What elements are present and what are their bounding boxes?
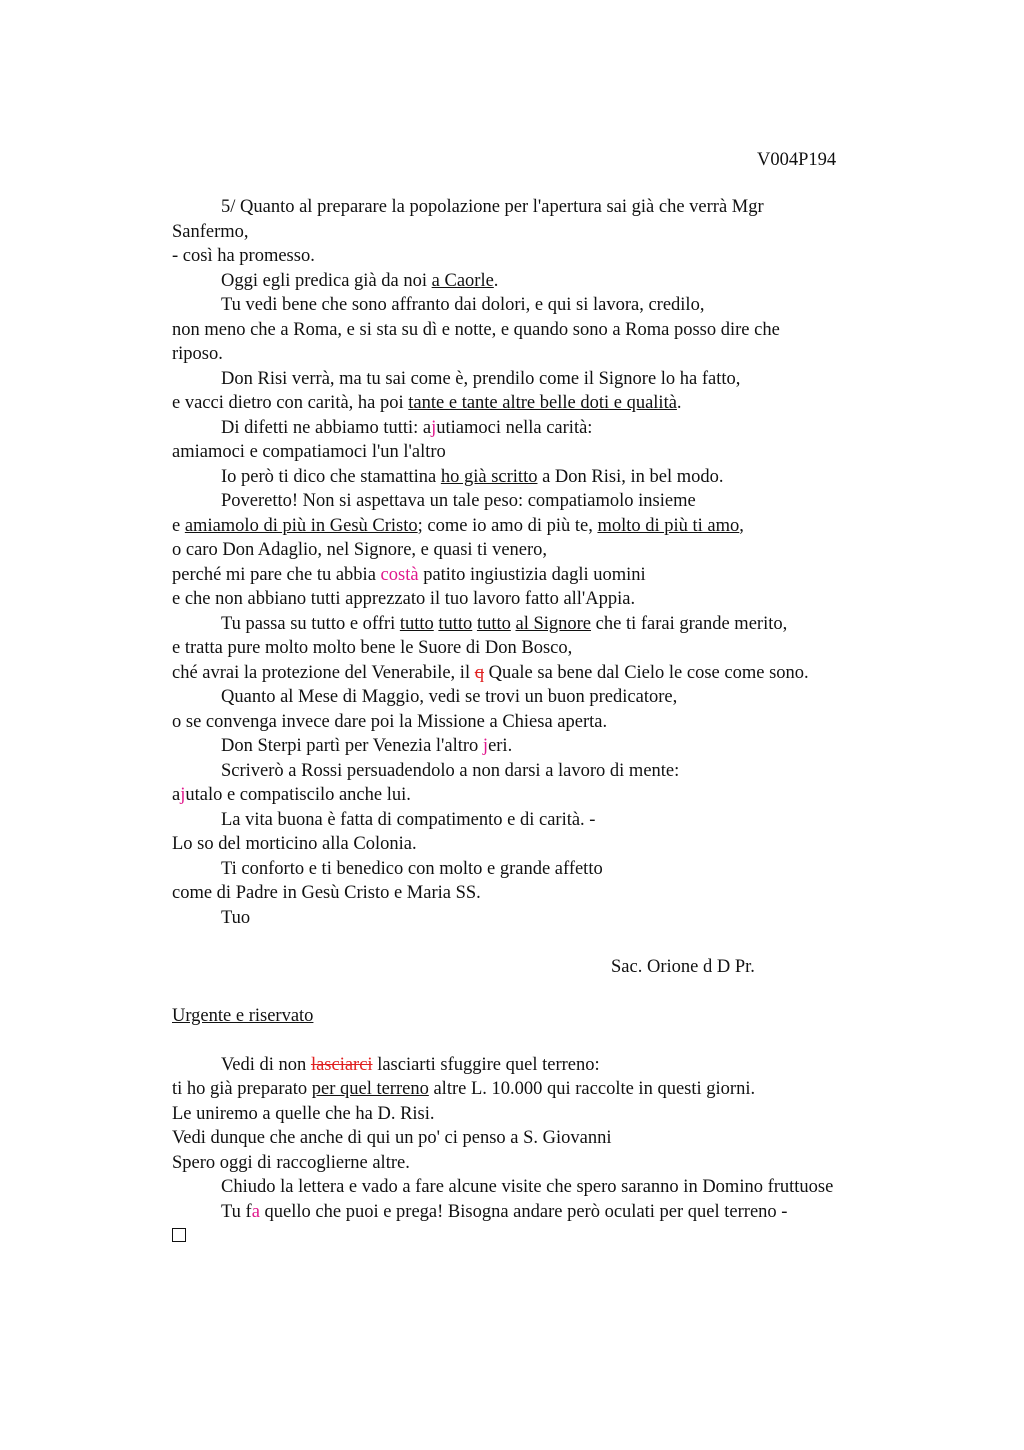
text-line: come di Padre in Gesù Cristo e Maria SS. [172, 883, 481, 903]
text-line: Don Risi verrà, ma tu sai come è, prendilo come il Signore lo ha fatto, [221, 368, 741, 389]
underlined-text: a Caorle [431, 270, 494, 291]
underlined-text: tante e tante altre belle doti e qualità [408, 393, 677, 413]
text-line: Sanfermo, [172, 221, 249, 242]
text-line: Io però ti dico che stamattina ho già scritto a Don Risi, in bel modo. [221, 466, 724, 487]
inserted-letter: j [431, 417, 437, 438]
underlined-text: tutto [399, 613, 434, 634]
letter-body [172, 195, 902, 1249]
end-marker-line [172, 1224, 902, 1249]
underlined-text: molto di più ti amo [597, 515, 740, 536]
underlined-text: per quel terreno [311, 1079, 429, 1099]
text-line: Lo so del morticino alla Colonia. [172, 834, 417, 854]
text-line: La vita buona è fatta di compatimento e di carità. - [221, 809, 596, 830]
text-line: Chiudo la lettera e vado a fare alcune visite che spero saranno in Domino fruttuose [221, 1177, 834, 1197]
text-line: non meno che a Roma, e si sta su dì e notte, e quando sono a Roma posso dire che [172, 319, 780, 340]
text-line: amiamoci e compatiamoci l'un l'altro [172, 442, 446, 462]
inserted-letter: j [180, 785, 186, 805]
inserted-letter: a [251, 1201, 260, 1222]
text-line: Tu vedi bene che sono affranto dai dolori, e qui si lavora, credilo, [221, 295, 705, 315]
inserted-letter: j [482, 736, 489, 756]
text-line: 5/ Quanto al preparare la popolazione per l'apertura sai già che verrà Mgr [221, 197, 764, 217]
blank-line [172, 930, 902, 955]
underlined-text: tutto [476, 613, 511, 634]
postscript-heading: Urgente e riservato [172, 1005, 314, 1026]
underlined-text: tutto [438, 613, 473, 634]
signature: Sac. Orione d D Pr. [611, 956, 755, 977]
underlined-text: amiamolo di più in Gesù Cristo [184, 515, 418, 536]
text-line: Spero oggi di raccoglierne altre. [172, 1152, 410, 1173]
blank-line [172, 1028, 902, 1053]
text-line: Tu passa su tutto e offri tutto tutto tutto al Signore che ti farai grande merito, [221, 613, 788, 634]
text-line: Tuo [221, 907, 251, 928]
text-line: Oggi egli predica già da noi a Caorle. [221, 270, 499, 291]
underlined-text: ho già scritto [440, 466, 538, 487]
text-line: Vedi di non lasciarci lasciarti sfuggire quel terreno: [221, 1054, 600, 1075]
text-line: Le uniremo a quelle che ha D. Risi. [172, 1103, 435, 1124]
text-line: e tratta pure molto molto bene le Suore di Don Bosco, [172, 638, 573, 658]
text-line: Vedi dunque che anche di qui un po' ci penso a S. Giovanni [172, 1128, 612, 1148]
text-line: perché mi pare che tu abbia costà patito ingiustizia dagli uomini [172, 564, 646, 585]
deleted-word: lasciarci [310, 1054, 373, 1075]
text-line: e vacci dietro con carità, ha poi tante e tante altre belle doti e qualità. [172, 393, 682, 413]
text-line: e amiamolo di più in Gesù Cristo; come io amo di più te, molto di più ti amo, [172, 515, 744, 536]
text-line: e che non abbiano tutti apprezzato il tuo lavoro fatto all'Appia. [172, 589, 636, 609]
text-line: ajutalo e compatiscilo anche lui. [172, 785, 411, 805]
text-line: Di difetti ne abbiamo tutti: ajutiamoci nella carità: [221, 417, 593, 438]
text-line: ché avrai la protezione del Venerabile, il q Quale sa bene dal Cielo le cose come sono. [172, 662, 809, 683]
text-line: Ti conforto e ti benedico con molto e grande affetto [221, 858, 603, 879]
text-line: o se convenga invece dare poi la Missione a Chiesa aperta. [172, 711, 608, 732]
text-line: Quanto al Mese di Maggio, vedi se trovi un buon predicatore, [221, 687, 678, 707]
text-line: Poveretto! Non si aspettava un tale peso: compatiamolo insieme [221, 491, 696, 511]
deleted-letter: q [474, 662, 484, 683]
text-line: o caro Don Adaglio, nel Signore, e quasi ti venero, [172, 540, 548, 560]
text-line: riposo. [172, 344, 223, 364]
blank-line [172, 979, 902, 1004]
empty-square-icon [172, 1228, 186, 1242]
underlined-text: al Signore [515, 613, 592, 634]
text-line: Don Sterpi partì per Venezia l'altro jeri. [221, 736, 513, 756]
text-line: Tu fa quello che puoi e prega! Bisogna andare però oculati per quel terreno - [221, 1201, 788, 1222]
text-line: Scriverò a Rossi persuadendolo a non darsi a lavoro di mente: [221, 760, 680, 781]
text-line: ti ho già preparato per quel terreno altre L. 10.000 qui raccolte in questi giorni. [172, 1079, 756, 1099]
text-line: - così ha promesso. [172, 246, 315, 266]
inserted-word: costà [380, 564, 419, 585]
document-reference: V004P194 [757, 150, 837, 170]
